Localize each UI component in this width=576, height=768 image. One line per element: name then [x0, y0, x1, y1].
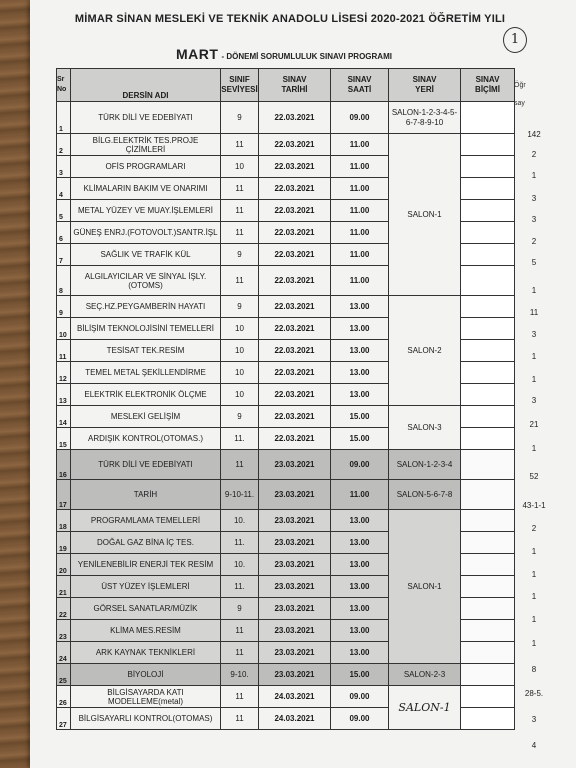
course-name: BİYOLOJİ: [71, 664, 221, 686]
course-name: BİLG.ELEKTRİK TES.PROJE ÇİZİMLERİ: [71, 134, 221, 156]
student-count: 2: [531, 150, 537, 159]
course-name: ARDIŞIK KONTROL(OTOMAS.): [71, 428, 221, 450]
row-number: 2: [57, 134, 71, 156]
row-number: 3: [57, 156, 71, 178]
exam-date: 23.03.2021: [259, 620, 331, 642]
course-name: METAL YÜZEY VE MUAY.İŞLEMLERİ: [71, 200, 221, 222]
exam-date: 23.03.2021: [259, 598, 331, 620]
col-header-yer: SINAV YERİ: [389, 69, 461, 102]
exam-time: 15.00: [331, 406, 389, 428]
exam-time: 13.00: [331, 510, 389, 532]
course-name: ÜST YÜZEY İŞLEMLERİ: [71, 576, 221, 598]
page-number-mark: 1: [503, 27, 527, 53]
class-level: 11: [221, 642, 259, 664]
exam-date: 22.03.2021: [259, 318, 331, 340]
exam-date: 24.03.2021: [259, 708, 331, 730]
course-name: GÜNEŞ ENRJ.(FOTOVOLT.)SANTR.İŞL: [71, 222, 221, 244]
course-name: BİLGİSAYARLI KONTROL(OTOMAS): [71, 708, 221, 730]
table-row: [57, 450, 515, 480]
row-number: 4: [57, 178, 71, 200]
class-level: 11: [221, 620, 259, 642]
table-row: [57, 686, 515, 708]
student-count: 3: [531, 330, 537, 339]
course-name: KLİMA MES.RESİM: [71, 620, 221, 642]
class-level: 11.: [221, 428, 259, 450]
row-number: 7: [57, 244, 71, 266]
student-count: 43-1-1: [522, 501, 546, 510]
course-name: BİLİŞİM TEKNOLOJİSİNİ TEMELLERİ: [71, 318, 221, 340]
student-count: 2: [531, 237, 537, 246]
exam-date: 22.03.2021: [259, 384, 331, 406]
class-level: 11.: [221, 532, 259, 554]
course-name: KLİMALARIN BAKIM VE ONARIMI: [71, 178, 221, 200]
course-name: PROGRAMLAMA TEMELLERİ: [71, 510, 221, 532]
row-number: 21: [57, 576, 71, 598]
row-number: 22: [57, 598, 71, 620]
exam-date: 22.03.2021: [259, 362, 331, 384]
student-count: 1: [531, 171, 537, 180]
course-name: TESİSAT TEK.RESİM: [71, 340, 221, 362]
col-header-no: Sr No: [57, 69, 71, 102]
row-number: 12: [57, 362, 71, 384]
exam-room: SALON-5-6-7-8: [389, 480, 461, 510]
exam-time: 13.00: [331, 296, 389, 318]
course-name: ELEKTRİK ELEKTRONİK ÖLÇME: [71, 384, 221, 406]
course-name: YENİLENEBİLİR ENERJİ TEK RESİM: [71, 554, 221, 576]
row-number: 13: [57, 384, 71, 406]
exam-time: 15.00: [331, 428, 389, 450]
exam-date: 22.03.2021: [259, 156, 331, 178]
student-count: 4: [531, 741, 537, 750]
class-level: 10: [221, 362, 259, 384]
exam-time: 11.00: [331, 134, 389, 156]
class-level: 11: [221, 686, 259, 708]
col-header-ders: DERSİN ADI: [71, 69, 221, 102]
exam-time: 15.00: [331, 664, 389, 686]
row-number: 8: [57, 266, 71, 296]
class-level: 10: [221, 340, 259, 362]
exam-time: 13.00: [331, 554, 389, 576]
row-number: 19: [57, 532, 71, 554]
table-header-row: [57, 69, 515, 102]
exam-date: 22.03.2021: [259, 244, 331, 266]
class-level: 9: [221, 244, 259, 266]
class-level: 10.: [221, 554, 259, 576]
table-row: [57, 480, 515, 510]
course-name: SEÇ.HZ.PEYGAMBERİN HAYATI: [71, 296, 221, 318]
row-number: 24: [57, 642, 71, 664]
class-level: 10.: [221, 510, 259, 532]
row-number: 25: [57, 664, 71, 686]
exam-time: 13.00: [331, 620, 389, 642]
exam-date: 22.03.2021: [259, 102, 331, 134]
row-number: 16: [57, 450, 71, 480]
col-header-sinif: SINIF SEVİYESİ: [221, 69, 259, 102]
exam-date: 23.03.2021: [259, 664, 331, 686]
exam-time: 11.00: [331, 200, 389, 222]
exam-date: 22.03.2021: [259, 406, 331, 428]
exam-date: 22.03.2021: [259, 134, 331, 156]
row-number: 23: [57, 620, 71, 642]
course-name: ALGILAYICILAR VE SİNYAL İŞLY.(OTOMS): [71, 266, 221, 296]
class-level: 9: [221, 102, 259, 134]
row-number: 1: [57, 102, 71, 134]
course-name: MESLEKİ GELİŞİM: [71, 406, 221, 428]
student-count: 8: [531, 665, 537, 674]
exam-date: 23.03.2021: [259, 532, 331, 554]
class-level: 10: [221, 384, 259, 406]
exam-time: 11.00: [331, 222, 389, 244]
exam-time: 13.00: [331, 532, 389, 554]
exam-time: 13.00: [331, 384, 389, 406]
student-count: 1: [531, 286, 537, 295]
exam-schedule-table: [56, 68, 515, 730]
class-level: 11: [221, 178, 259, 200]
exam-time: 11.00: [331, 266, 389, 296]
exam-time: 11.00: [331, 480, 389, 510]
course-name: BİLGİSAYARDA KATI MODELLEME(metal): [71, 686, 221, 708]
course-name: OFİS PROGRAMLARI: [71, 156, 221, 178]
exam-time: 13.00: [331, 318, 389, 340]
course-name: SAĞLIK VE TRAFİK KÜL: [71, 244, 221, 266]
table-body: [57, 102, 515, 730]
class-level: 9: [221, 296, 259, 318]
course-name: TÜRK DİLİ VE EDEBİYATI: [71, 450, 221, 480]
exam-time: 09.00: [331, 450, 389, 480]
exam-room: SALON-1-2-3-4-5-6-7-8-9-10: [389, 102, 461, 134]
row-number: 5: [57, 200, 71, 222]
exam-time: 13.00: [331, 598, 389, 620]
exam-date: 22.03.2021: [259, 178, 331, 200]
exam-time: 13.00: [331, 340, 389, 362]
row-number: 9: [57, 296, 71, 318]
exam-room: SALON-2-3: [389, 664, 461, 686]
class-level: 11.: [221, 576, 259, 598]
exam-date: 23.03.2021: [259, 576, 331, 598]
student-count: 1: [531, 352, 537, 361]
exam-room: SALON-1: [389, 686, 461, 730]
row-number: 11: [57, 340, 71, 362]
class-level: 9: [221, 406, 259, 428]
exam-time: 13.00: [331, 576, 389, 598]
class-level: 10: [221, 156, 259, 178]
student-count: 21: [529, 420, 539, 429]
row-number: 15: [57, 428, 71, 450]
student-count: 28-5.: [524, 689, 544, 698]
exam-room: SALON-1-2-3-4: [389, 450, 461, 480]
exam-date: 24.03.2021: [259, 686, 331, 708]
exam-time: 09.00: [331, 102, 389, 134]
row-number: 27: [57, 708, 71, 730]
student-count: 3: [531, 396, 537, 405]
student-count: 3: [531, 194, 537, 203]
course-name: ARK KAYNAK TEKNİKLERİ: [71, 642, 221, 664]
exam-date: 22.03.2021: [259, 296, 331, 318]
exam-room: SALON-1: [389, 510, 461, 664]
exam-room: SALON-1: [389, 134, 461, 296]
exam-time: 09.00: [331, 708, 389, 730]
exam-date: 23.03.2021: [259, 554, 331, 576]
student-count: 3: [531, 715, 537, 724]
student-count: 11: [529, 308, 539, 317]
exam-time: 13.00: [331, 642, 389, 664]
student-count: 1: [531, 547, 537, 556]
student-count: 2: [531, 524, 537, 533]
course-name: TEMEL METAL ŞEKİLLENDİRME: [71, 362, 221, 384]
exam-date: 23.03.2021: [259, 480, 331, 510]
exam-date: 23.03.2021: [259, 450, 331, 480]
class-level: 11: [221, 134, 259, 156]
exam-date: 23.03.2021: [259, 642, 331, 664]
table-row: [57, 406, 515, 428]
exam-time: 11.00: [331, 156, 389, 178]
exam-time: 11.00: [331, 178, 389, 200]
table-row: [57, 664, 515, 686]
student-count: 1: [531, 592, 537, 601]
ogr-say-header: Öğr say: [514, 82, 526, 107]
row-number: 6: [57, 222, 71, 244]
student-count: 5: [531, 258, 537, 267]
document-title: MİMAR SİNAN MESLEKİ VE TEKNİK ANADOLU LİSESİ 2020-2021 ÖĞRETİM YILI: [74, 13, 506, 25]
row-number: 14: [57, 406, 71, 428]
student-count: 1: [531, 615, 537, 624]
table-row: [57, 102, 515, 134]
row-number: 10: [57, 318, 71, 340]
exam-room: SALON-3: [389, 406, 461, 450]
row-number: 26: [57, 686, 71, 708]
class-level: 11: [221, 222, 259, 244]
class-level: 11: [221, 266, 259, 296]
class-level: 10: [221, 318, 259, 340]
row-number: 18: [57, 510, 71, 532]
exam-date: 22.03.2021: [259, 428, 331, 450]
exam-room: SALON-2: [389, 296, 461, 406]
col-header-tarih: SINAV TARİHİ: [259, 69, 331, 102]
course-name: TARİH: [71, 480, 221, 510]
course-name: GÖRSEL SANATLAR/MÜZİK: [71, 598, 221, 620]
row-number: 20: [57, 554, 71, 576]
exam-date: 23.03.2021: [259, 510, 331, 532]
student-count: 1: [531, 639, 537, 648]
month-label: MART: [176, 46, 219, 62]
table-row: [57, 296, 515, 318]
exam-date: 22.03.2021: [259, 200, 331, 222]
class-level: 9: [221, 598, 259, 620]
student-count: 3: [531, 215, 537, 224]
student-count: 1: [531, 570, 537, 579]
class-level: 9-10.: [221, 664, 259, 686]
exam-date: 22.03.2021: [259, 266, 331, 296]
exam-time: 09.00: [331, 686, 389, 708]
row-number: 17: [57, 480, 71, 510]
exam-time: 13.00: [331, 362, 389, 384]
exam-format: [461, 102, 515, 134]
exam-date: 22.03.2021: [259, 222, 331, 244]
class-level: 9-10-11.: [221, 480, 259, 510]
col-header-saat: SINAV SAATİ: [331, 69, 389, 102]
class-level: 11: [221, 450, 259, 480]
table-row: [57, 134, 515, 156]
exam-date: 22.03.2021: [259, 340, 331, 362]
class-level: 11: [221, 708, 259, 730]
course-name: DOĞAL GAZ BİNA İÇ TES.: [71, 532, 221, 554]
table-row: [57, 510, 515, 532]
student-count: 1: [531, 444, 537, 453]
subtitle-text: - DÖNEMİ SORUMLULUK SINAVI PROGRAMI: [221, 52, 392, 61]
class-level: 11: [221, 200, 259, 222]
course-name: TÜRK DİLİ VE EDEBİYATI: [71, 102, 221, 134]
student-count: 142: [527, 130, 541, 139]
col-header-bicim: SINAV BİÇİMİ: [461, 69, 515, 102]
exam-time: 11.00: [331, 244, 389, 266]
student-count: 52: [529, 472, 539, 481]
student-count: 1: [531, 375, 537, 384]
document-subtitle: [176, 46, 392, 64]
